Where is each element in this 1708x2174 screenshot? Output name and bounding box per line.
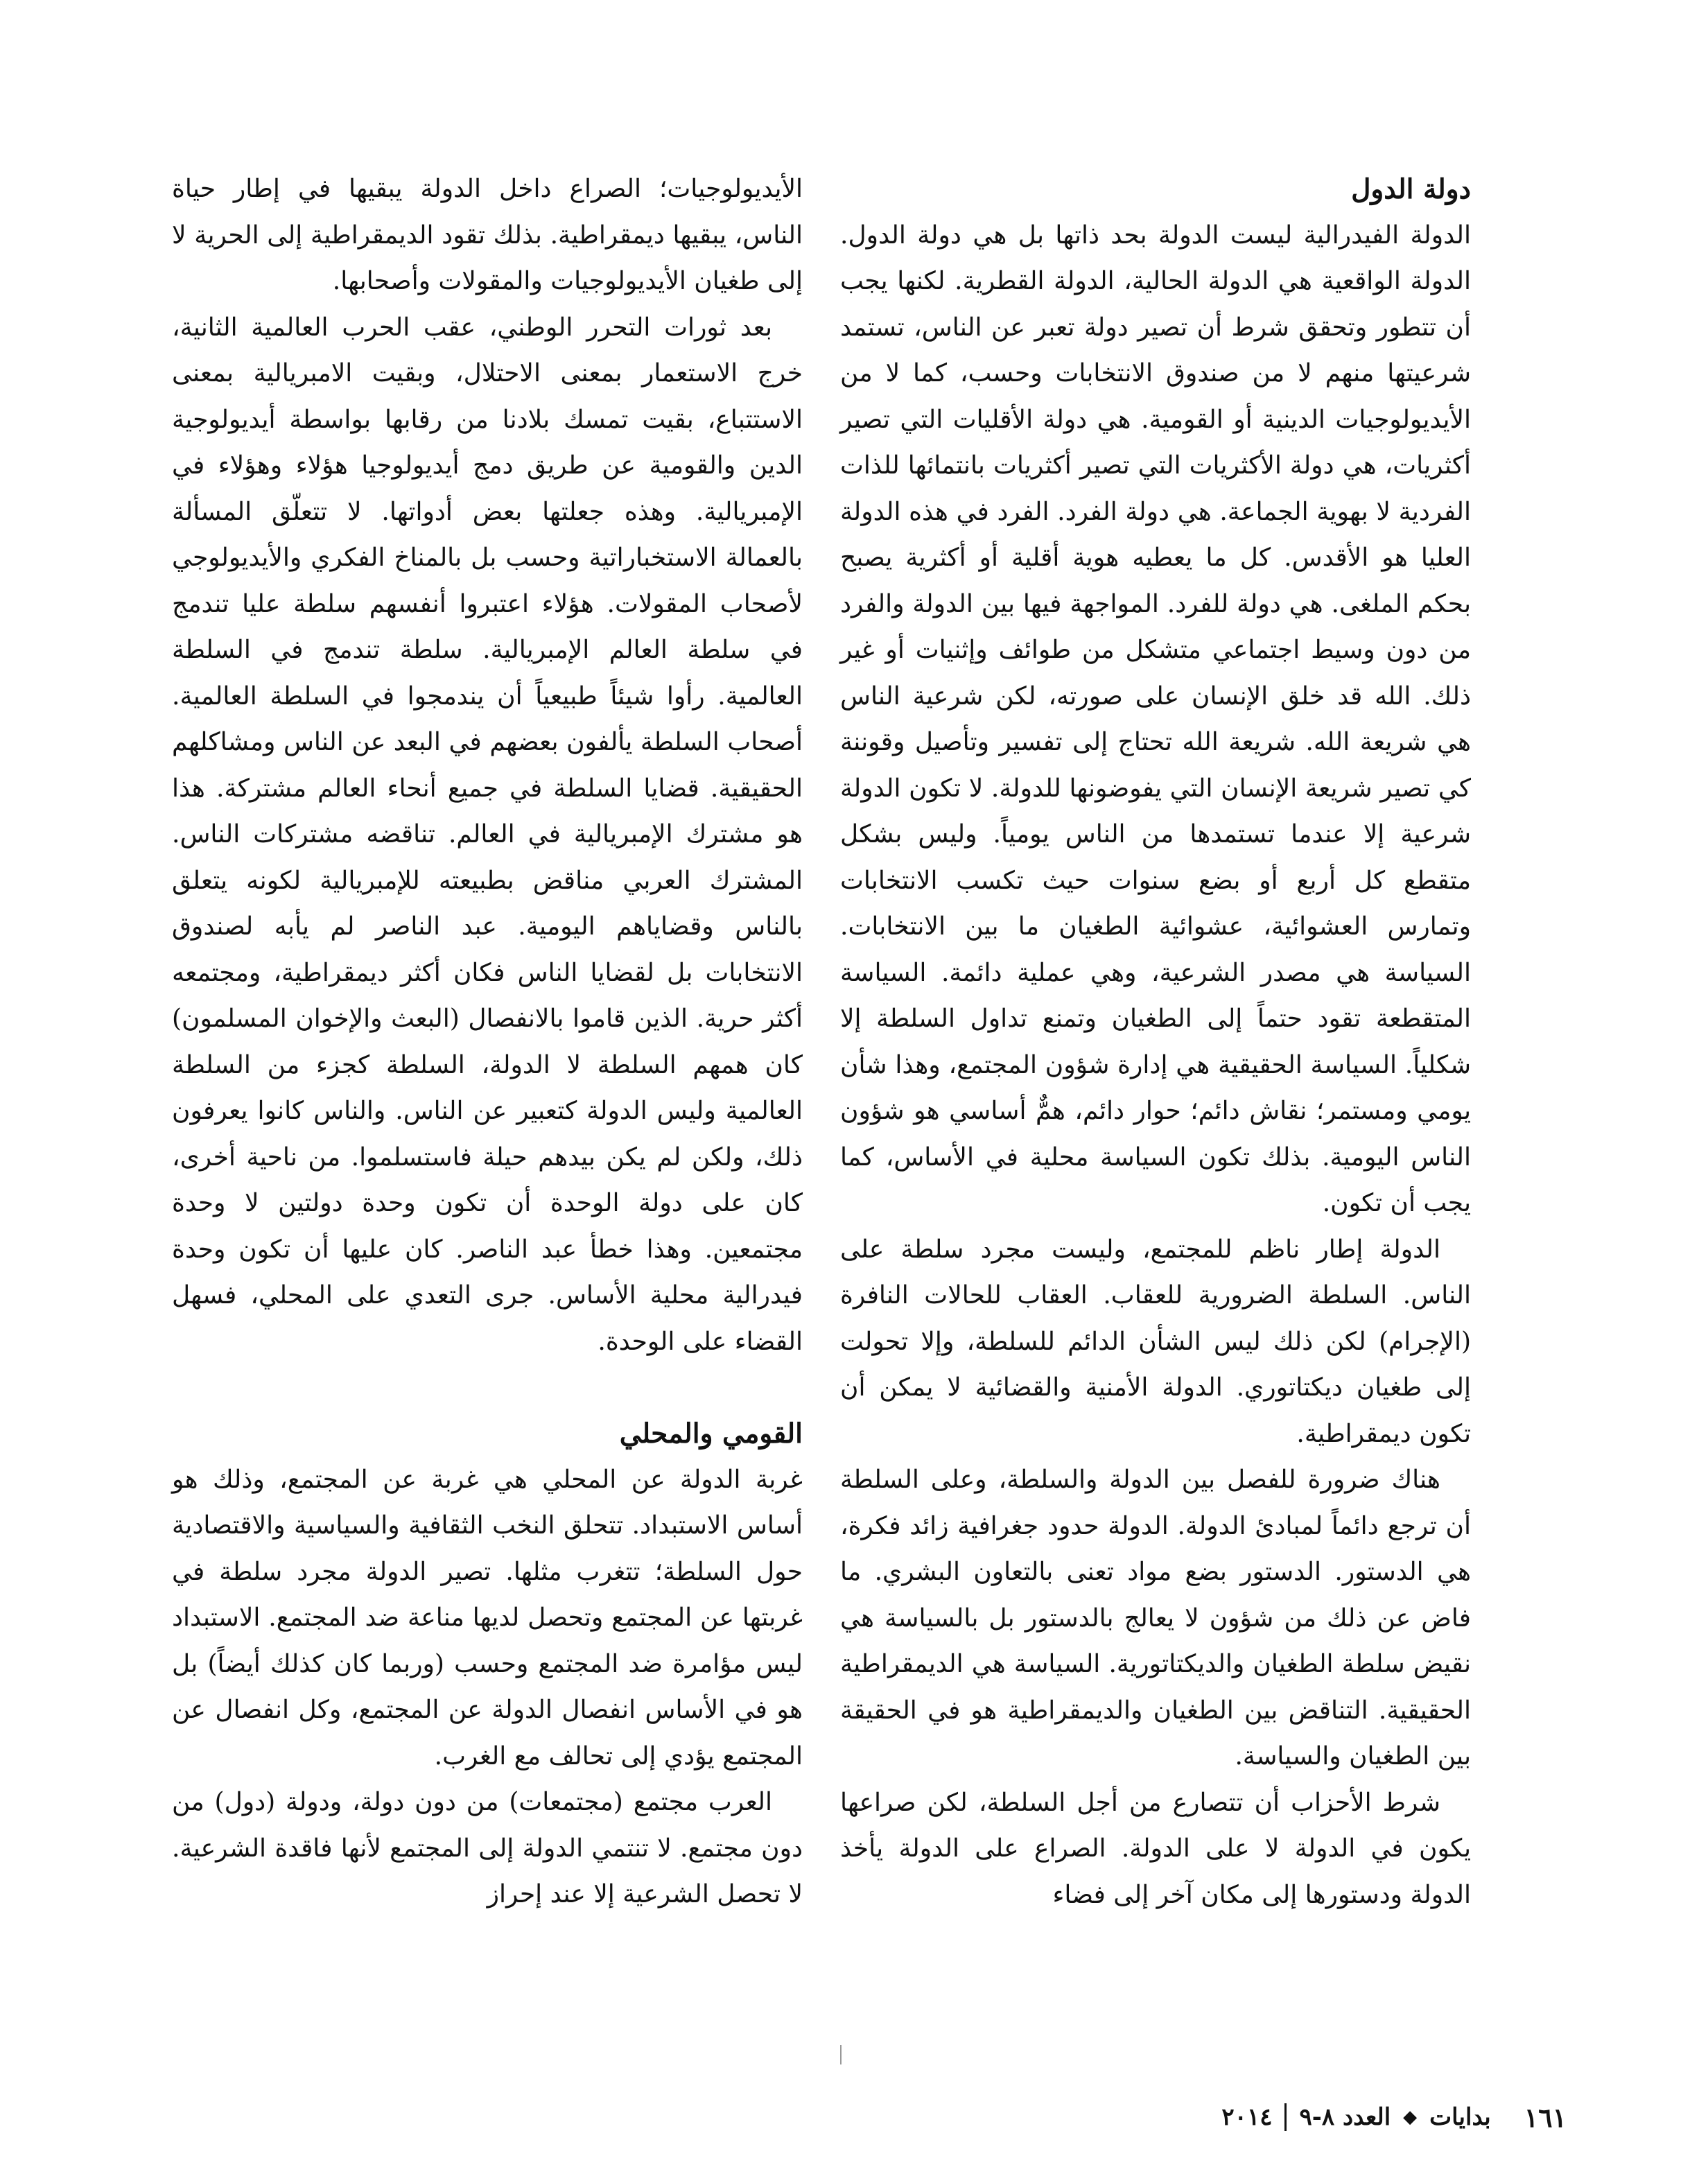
right-column [840,166,1471,1918]
column-divider [840,2045,842,2064]
section-heading-state-of-states: دولة الدول [1351,173,1471,205]
footer-separator [1284,2103,1287,2131]
paragraph: هناك ضرورة للفصل بين الدولة والسلطة، وعلى السلطة أن ترجع دائماً لمبادئ الدولة. الدولة حدود جغرافية زائد فكرة، هي الدستور. الدستور بضع مواد تعنى بالتعاون البشري. ما فاض عن ذلك من شؤون لا يعالج بالدستور بل بالسياسة هي نقيض سلطة الطغيان والديكتاتورية. السياسة هي الديمقراطية الحقيقية. التناقض بين الطغيان والديمقراطية هو في الحقيقة بين الطغيان والسياسة. [840,1466,1471,1771]
paragraph: بعد ثورات التحرر الوطني، عقب الحرب العالمية الثانية، خرج الاستعمار بمعنى الاحتلال، وبقيت الامبريالية بمعنى الاستتباع، بقيت تمسك بلادنا من رقابها بواسطة أيديولوجية الدين والقومية عن طريق دمج أيديولوجيا هؤلاء وهؤلاء في الإمبريالية. وهذه جعلتها بعض أدواتها. لا تتعلّق المسألة بالعمالة الاستخباراتية وحسب بل بالمناخ الفكري والأيديولوجي لأصحاب المقولات. هؤلاء اعتبروا أنفسهم سلطة عليا تندمج في سلطة العالم الإمبريالية. سلطة تندمج في السلطة العالمية. رأوا شيئاً طبيعياً أن يندمجوا في السلطة العالمية. أصحاب السلطة يألفون بعضهم في البعد عن الناس ومشاكلهم الحقيقية. قضايا السلطة في جميع أنحاء العالم مشتركة. هذا هو مشترك الإمبريالية في العالم. تناقضه مشتركات الناس. المشترك العربي مناقض بطبيعته للإمبريالية لكونه يتعلق بالناس وقضاياهم اليومية. عبد الناصر لم يأبه لصندوق الانتخابات بل لقضايا الناس فكان أكثر ديمقراطية، ومجتمعه أكثر حرية. الذين قاموا بالانفصال (البعث والإخوان المسلمون) كان همهم السلطة لا الدولة، السلطة كجزء من السلطة العالمية وليس الدولة كتعبير عن الناس. والناس كانوا يعرفون ذلك، ولكن لم يكن بيدهم حيلة فاستسلموا. من ناحية أخرى، كان على دولة الوحدة أن تكون وحدة دولتين لا وحدة مجتمعين. وهذا خطأ عبد الناصر. كان عليها أن تكون وحدة فيدرالية محلية الأساس. جرى التعدي على المحلي، فسهل القضاء على الوحدة. [172,313,803,1356]
section-gap [172,1365,803,1411]
issue-year: ٢٠١٤ [1221,2103,1273,2131]
left-column [172,166,803,1918]
page-footer [832,2096,1567,2138]
page-number: ١٦١ [1524,2101,1567,2133]
issue-label: العدد ٨-٩ [1299,2103,1391,2131]
section-heading-national-local: القومي والمحلي [619,1418,803,1450]
paragraph: شرط الأحزاب أن تتصارع من أجل السلطة، لكن صراعها يكون في الدولة لا على الدولة. الصراع على الدولة يأخذ الدولة ودستورها إلى مكان آخر إلى فضاء [840,1788,1471,1909]
paragraph: الأيديولوجيات؛ الصراع داخل الدولة يبقيها في إطار حياة الناس، يبقيها ديمقراطية. بذلك تقود الديمقراطية إلى الحرية لا إلى طغيان الأيديولوجيات والمقولات وأصحابها. [172,175,803,295]
paragraph: العرب مجتمع (مجتمعات) من دون دولة، ودولة (دول) من دون مجتمع. لا تنتمي الدولة إلى المجتمع لأنها فاقدة الشرعية. لا تحصل الشرعية إلا عند إحراز [172,1788,803,1908]
diamond-icon: ◆ [1403,2107,1418,2128]
paragraph: غربة الدولة عن المحلي هي غربة عن المجتمع، وذلك هو أساس الاستبداد. تتحلق النخب الثقافية والسياسية والاقتصادية حول السلطة؛ تتغرب مثلها. تصير الدولة مجرد سلطة في غربتها عن المجتمع وتحصل لديها مناعة ضد المجتمع. الاستبداد ليس مؤامرة ضد المجتمع وحسب (وربما كان كذلك أيضاً) بل هو في الأساس انفصال الدولة عن المجتمع، وكل انفصال عن المجتمع يؤدي إلى تحالف مع الغرب. [172,1465,803,1771]
paragraph: الدولة الفيدرالية ليست الدولة بحد ذاتها بل هي دولة الدول. الدولة الواقعية هي الدولة الحالية، الدولة القطرية. لكنها يجب أن تتطور وتحقق شرط أن تصير دولة تعبر عن الناس، تستمد شرعيتها منهم لا من صندوق الانتخابات وحسب، كما لا من الأيديولوجيات الدينية أو القومية. هي دولة الأقليات التي تصير أكثريات، هي دولة الأكثريات التي تصير أكثريات بانتمائها للذات الفردية لا بهوية الجماعة. هي دولة الفرد. الفرد في هذه الدولة العليا هو الأقدس. كل ما يعطيه هوية أقلية أو أكثرية يصبح بحكم الملغى. هي دولة للفرد. المواجهة فيها بين الدولة والفرد من دون وسيط اجتماعي متشكل من طوائف وإثنيات أو غير ذلك. الله قد خلق الإنسان على صورته، لكن شرعية الناس هي شريعة الله. شريعة الله تحتاج إلى تفسير وتأصيل وقوننة كي تصير شريعة الإنسان التي يفوضونها للدولة. لا تكون الدولة شرعية إلا عندما تستمدها من الناس يومياً. وليس بشكل متقطع كل أربع أو بضع سنوات حيث تكسب الانتخابات وتمارس العشوائية، عشوائية الطغيان ما بين الانتخابات. السياسة هي مصدر الشرعية، وهي عملية دائمة. السياسة المتقطعة تقود حتماً إلى الطغيان وتمنع تداول السلطة إلا شكلياً. السياسة الحقيقية هي إدارة شؤون المجتمع، وهذا شأن يومي ومستمر؛ نقاش دائم؛ حوار دائم، همٌّ أساسي هو شؤون الناس اليومية. بذلك تكون السياسة محلية في الأساس، كما يجب أن تكون. [840,220,1471,1217]
journal-name: بدايات [1429,2103,1491,2131]
paragraph: الدولة إطار ناظم للمجتمع، وليست مجرد سلطة على الناس. السلطة الضرورية للعقاب. العقاب للحالات النافرة (الإجرام) لكن ذلك ليس الشأن الدائم للسلطة، وإلا تحولت إلى طغيان ديكتاتوري. الدولة الأمنية والقضائية لا يمكن أن تكون ديمقراطية. [840,1235,1471,1448]
